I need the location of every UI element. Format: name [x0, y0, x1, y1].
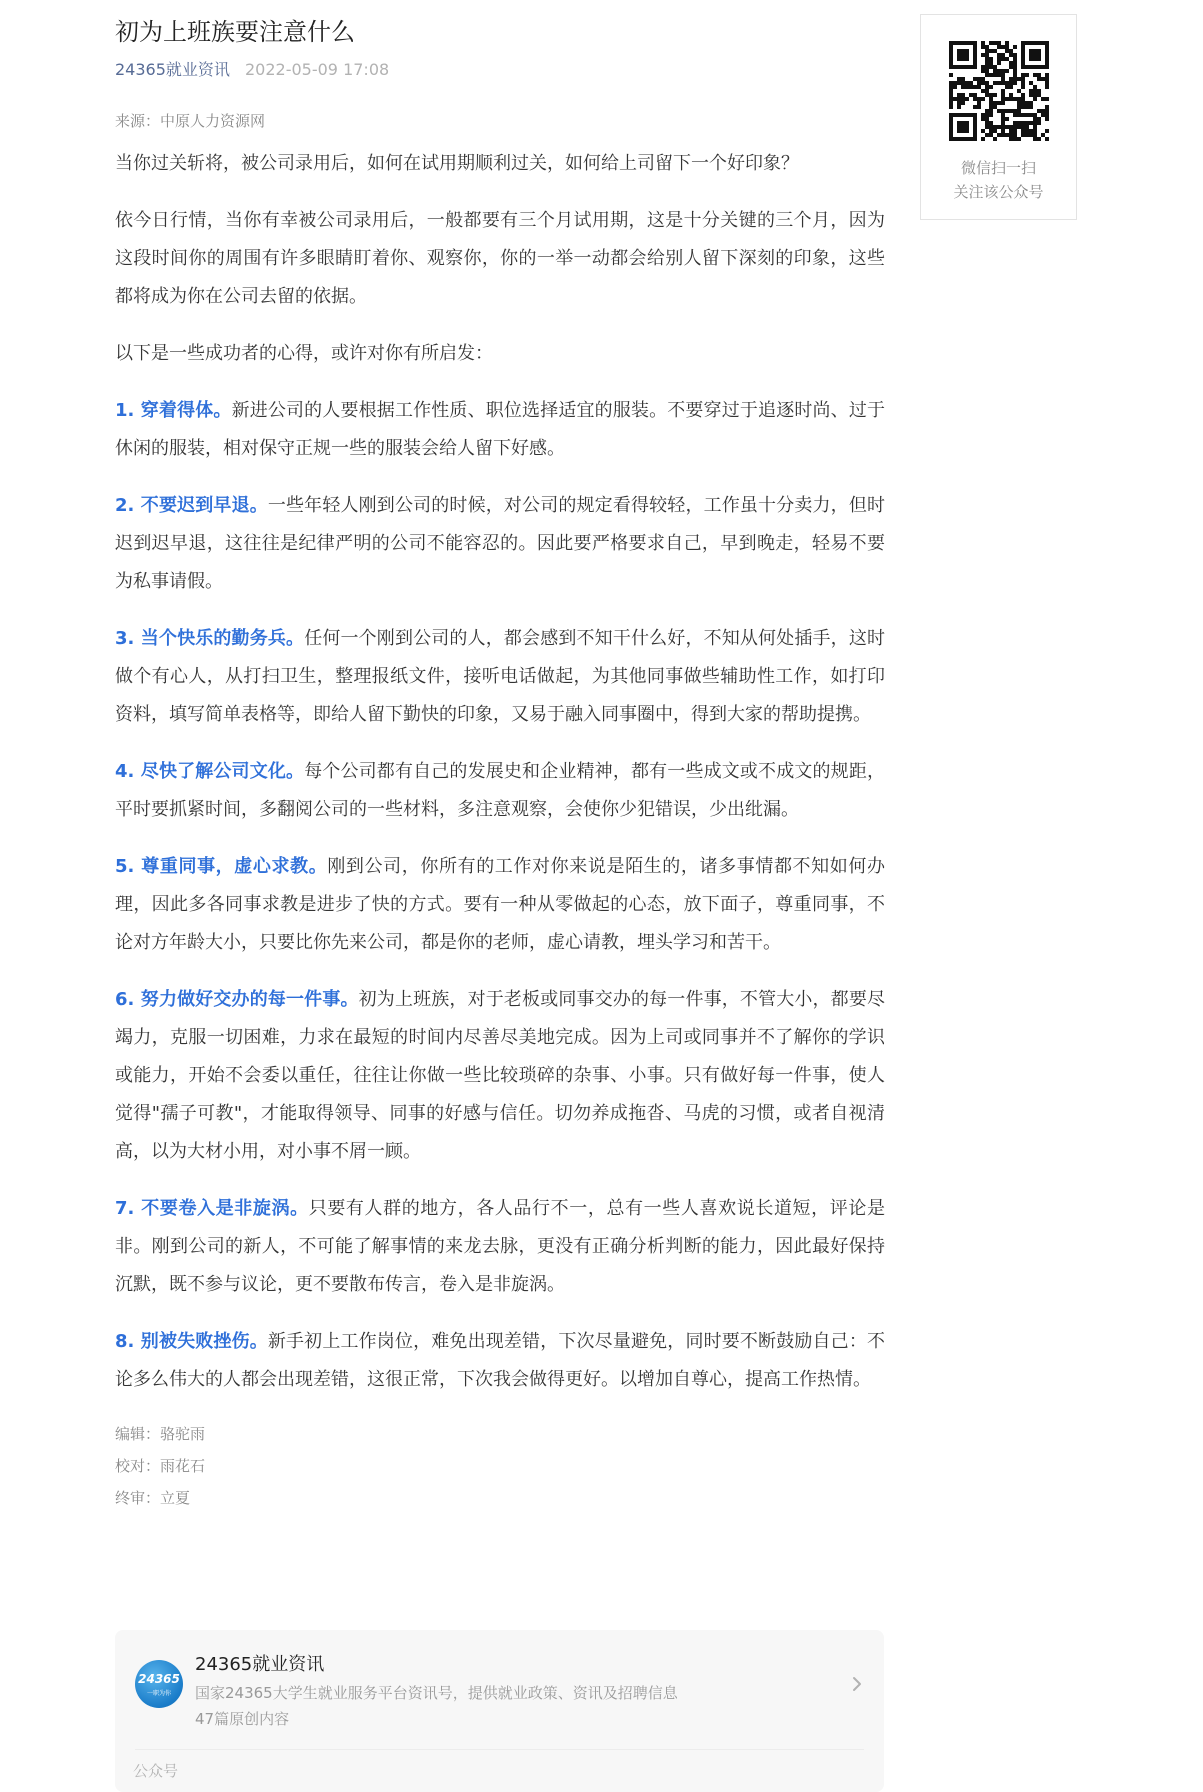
tip-paragraph [115, 1190, 885, 1304]
qr-caption-line1: 微信扫一扫 [960, 159, 1036, 177]
publish-time: 2022-05-09 17:08 [245, 60, 390, 79]
tip-heading: 2. 不要迟到早退。 [115, 495, 268, 516]
profile-description: 国家24365大学生就业服务平台资讯号，提供就业政策、资讯及招聘信息 [195, 1684, 678, 1702]
account-profile-card[interactable] [115, 1630, 884, 1792]
tip-paragraph [115, 981, 885, 1171]
qr-code-icon [949, 41, 1049, 141]
tip-heading: 6. 努力做好交办的每一件事。 [115, 989, 359, 1010]
tip-heading: 3. 当个快乐的勤务兵。 [115, 628, 305, 649]
tip-text: 任何一个刚到公司的人，都会感到不知干什么好，不知从何处插手，这时做个有心人，从打扫卫生，整理报纸文件，接听电话做起，为其他同事做些辅助性工作，如打印资料，填写简单表格等，即给人留下勤快的印象，又易于融入同事圈中，得到大家的帮助提携。 [115, 628, 885, 725]
tip-heading: 5. 尊重同事，虚心求教。 [115, 856, 328, 877]
avatar [135, 1660, 183, 1708]
avatar-text: 24365 [138, 1672, 180, 1686]
profile-name: 24365就业资讯 [195, 1654, 325, 1675]
original-count: 47篇原创内容 [195, 1710, 290, 1728]
card-divider [135, 1749, 864, 1750]
tip-heading: 4. 尽快了解公司文化。 [115, 761, 305, 782]
article-meta [115, 58, 885, 82]
tip-text: 初为上班族，对于老板或同事交办的每一件事，不管大小，都要尽竭力，克服一切困难，力求在最短的时间内尽善尽美地完成。因为上司或同事并不了解你的学识或能力，开始不会委以重任，往往让你做一些比较琐碎的杂事、小事。只有做好每一件事，使人觉得"孺子可教"，才能取得领导、同事的好感与信任。切勿养成拖沓、马虎的习惯，或者自视清高，以为大材小用，对小事不屑一顾。 [115, 989, 885, 1162]
proofreader-credit: 校对：雨花石 [115, 1457, 206, 1475]
tip-text: 一些年轻人刚到公司的时候，对公司的规定看得较轻，工作虽十分卖力，但时迟到迟早退，这往往是纪律严明的公司不能容忍的。因此要严格要求自己，早到晚走，轻易不要为私事请假。 [115, 495, 885, 592]
tip-text: 刚到公司，你所有的工作对你来说是陌生的，诸多事情都不知如何办理，因此多各同事求教是进步了快的方式。要有一种从零做起的心态，放下面子，尊重同事，不论对方年龄大小，只要比你先来公司，都是你的老师，虚心请教，埋头学习和苦干。 [115, 856, 885, 953]
editor-credit: 编辑：骆驼雨 [115, 1425, 206, 1443]
article [115, 0, 885, 1514]
tip-paragraph [115, 753, 885, 829]
article-source: 来源：中原人力资源网 [115, 112, 266, 130]
chevron-right-icon[interactable] [850, 1674, 864, 1694]
article-credits [115, 1418, 885, 1514]
tip-paragraph [115, 1323, 885, 1399]
tip-heading: 7. 不要卷入是非旋涡。 [115, 1198, 309, 1219]
tip-paragraph [115, 848, 885, 962]
article-title: 初为上班族要注意什么 [115, 18, 355, 46]
intro-paragraph: 当你过关斩将，被公司录用后，如何在试用期顺利过关，如何给上司留下一个好印象？ [115, 153, 799, 174]
tip-heading: 1. 穿着得体。 [115, 400, 232, 421]
article-body [115, 145, 885, 1399]
tip-text: 新进公司的人要根据工作性质、职位选择适宜的服装。不要穿过于追逐时尚、过于休闲的服装，相对保守正规一些的服装会给人留下好感。 [115, 400, 885, 459]
tip-paragraph [115, 392, 885, 468]
intro-paragraph: 依今日行情，当你有幸被公司录用后，一般都要有三个月试用期，这是十分关键的三个月，因为这段时间你的周围有许多眼睛盯着你、观察你，你的一举一动都会给别人留下深刻的印象，这些都将成为你在公司去留的依据。 [115, 210, 885, 307]
tip-heading: 8. 别被失败挫伤。 [115, 1331, 268, 1352]
avatar-subtext: 一职为你 [146, 1690, 171, 1697]
card-footer-label: 公众号 [133, 1762, 179, 1780]
tip-text: 只要有人群的地方，各人品行不一，总有一些人喜欢说长道短，评论是非。刚到公司的新人，不可能了解事情的来龙去脉，更没有正确分析判断的能力，因此最好保持沉默，既不参与议论，更不要散布传言，卷入是非旋涡。 [115, 1198, 885, 1295]
intro-paragraph: 以下是一些成功者的心得，或许对你有所启发： [115, 343, 493, 364]
qr-caption-line2: 关注该公众号 [953, 183, 1044, 201]
tip-paragraph [115, 487, 885, 601]
tip-text: 每个公司都有自己的发展史和企业精神，都有一些成文或不成文的规距，平时要抓紧时间，多翻阅公司的一些材料，多注意观察，会使你少犯错误，少出纰漏。 [115, 761, 885, 820]
tip-paragraph [115, 620, 885, 734]
reviewer-credit: 终审：立夏 [115, 1489, 191, 1507]
qr-panel [920, 14, 1077, 220]
tip-text: 新手初上工作岗位，难免出现差错，下次尽量避免，同时要不断鼓励自己：不论多么伟大的人都会出现差错，这很正常，下次我会做得更好。以增加自尊心，提高工作热情。 [115, 1331, 885, 1390]
account-name-link[interactable]: 24365就业资讯 [115, 60, 230, 79]
